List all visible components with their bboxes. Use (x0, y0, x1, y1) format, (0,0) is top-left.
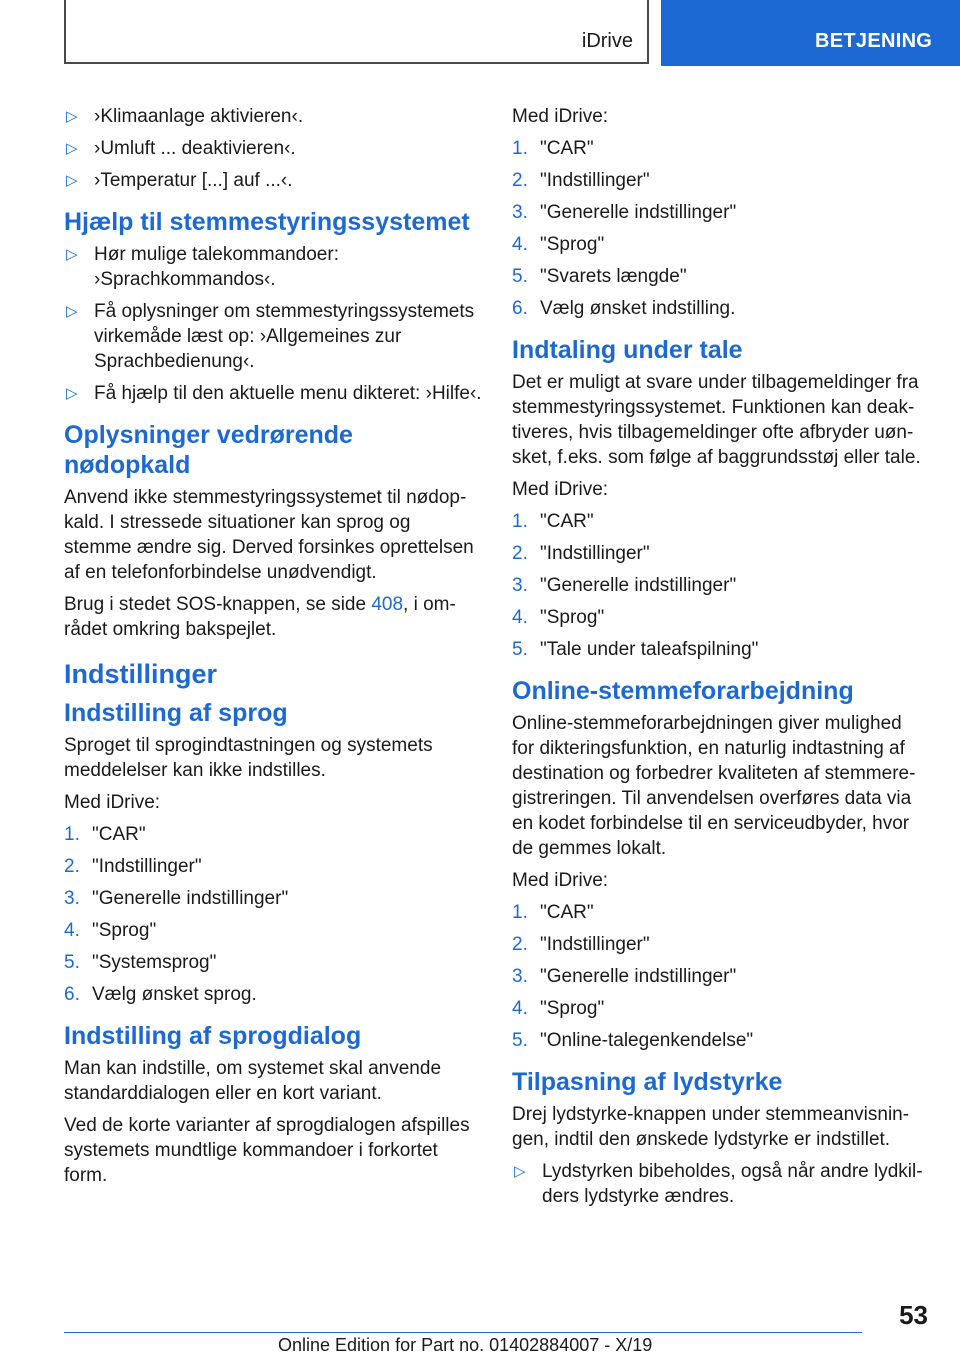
paragraph-volume: Drej lydstyrke-knappen under stemmeanvisningen, indtil den ønskede lydstyrke er indstillet. (512, 1104, 910, 1150)
step-item: 4. "Sprog" (512, 607, 605, 628)
header-section-box (64, 0, 649, 64)
paragraph-emergency: Anvend ikke stemmestyringssystemet til nødopkald. I stressede situationer kan sprog og stemme ændre sig. Derved forsinkes oprettelsen af en telefonforbindelse unødvendigt. (64, 487, 474, 583)
paragraph-idrive: Med iDrive: (512, 479, 609, 500)
paragraph-idrive: Med iDrive: (64, 792, 161, 813)
step-item: 2. "Indstillinger" (64, 856, 202, 877)
bullet-item: ▷ ›Temperatur [...] auf ...‹. (66, 170, 293, 191)
triangle-bullet-icon: ▷ (66, 108, 78, 125)
triangle-bullet-icon: ▷ (66, 140, 78, 157)
step-item: 4. "Sprog" (512, 234, 605, 255)
step-item: 5. "Systemsprog" (64, 952, 217, 973)
step-item: 3. "Generelle indstillinger" (512, 575, 737, 596)
heading-language: Indstilling af sprog (64, 699, 288, 727)
step-item: 3. "Generelle indstillinger" (512, 966, 737, 987)
heading-emergency: Oplysninger vedrørende nødopkald (64, 421, 353, 479)
heading-online: Online-stemmeforarbejdning (512, 677, 854, 705)
heading-volume: Tilpasning af lydstyrke (512, 1068, 783, 1096)
footer-edition: Online Edition for Part no. 01402884007 - X/19 (278, 1335, 653, 1355)
header-section-title: iDrive (581, 30, 633, 52)
footer-divider (64, 1332, 862, 1333)
paragraph-dialog-2: Ved de korte varianter af sprogdialogen afspilles systemets mundtlige kommandoer i forkortet form. (64, 1115, 470, 1186)
right-column (512, 104, 926, 1216)
step-item: 2. "Indstillinger" (512, 934, 650, 955)
page-reference-link[interactable]: 408 (371, 594, 404, 615)
heading-help: Hjælp til stemmestyringssystemet (64, 208, 470, 236)
step-item: 5. "Online-talegenkendelse" (512, 1030, 754, 1051)
step-item: 6. Vælg ønsket sprog. (64, 984, 257, 1005)
triangle-bullet-icon: ▷ (66, 385, 78, 402)
triangle-bullet-icon: ▷ (514, 1163, 526, 1180)
step-item: 1. "CAR" (512, 511, 594, 532)
paragraph-idrive: Med iDrive: (512, 106, 609, 127)
step-item: 4. "Sprog" (512, 998, 605, 1019)
bullet-item: ▷ Få hjælp til den aktuelle menu dikteret: ›Hilfe‹. (66, 383, 482, 404)
paragraph-language: Sproget til sprogindtastningen og systemets meddelelser kan ikke indstilles. (64, 735, 433, 781)
bullet-item: ▷ Få oplysninger om stemmestyringssystemets virkemåde læst op: ›Allgemeines zur Sprachbedienung‹. (66, 301, 475, 372)
bullet-item: ▷ ›Umluft ... deaktivieren‹. (66, 138, 296, 159)
step-item: 5. "Svarets længde" (512, 266, 687, 287)
paragraph-idrive: Med iDrive: (512, 870, 609, 891)
triangle-bullet-icon: ▷ (66, 303, 78, 320)
triangle-bullet-icon: ▷ (66, 172, 78, 189)
step-item: 3. "Generelle indstillinger" (64, 888, 289, 909)
heading-settings: Indstillinger (64, 659, 218, 689)
step-item: 1. "CAR" (512, 138, 594, 159)
left-column (64, 104, 482, 1195)
triangle-bullet-icon: ▷ (66, 246, 78, 263)
step-item: 5. "Tale under taleafspilning" (512, 639, 759, 660)
step-item: 2. "Indstillinger" (512, 543, 650, 564)
bullet-item: ▷ ›Klimaanlage aktivieren‹. (66, 106, 304, 127)
step-item: 2. "Indstillinger" (512, 170, 650, 191)
header-chapter-title: BETJENING (815, 30, 933, 52)
paragraph-online: Online-stemmeforarbejdningen giver mulighed for dikteringsfunktion, en naturlig indtastning af destination og forbedrer kvaliteten af stemmeregistreringen. Til anvendelsen overføres data via en kodet forbindelse til en serviceudbyder, hvor de gemmes lokalt. (512, 713, 916, 859)
step-item: 3. "Generelle indstillinger" (512, 202, 737, 223)
header-chapter-tab (661, 0, 960, 66)
step-item: 1. "CAR" (512, 902, 594, 923)
bullet-item: ▷ Lydstyrken bibeholdes, også når andre lydkilders lydstyrke ændres. (514, 1161, 923, 1207)
step-item: 1. "CAR" (64, 824, 146, 845)
page-number: 53 (899, 1300, 928, 1330)
paragraph-sos: Brug i stedet SOS-knappen, se side 408, i området omkring bakspejlet. (64, 594, 456, 640)
step-item: 4. "Sprog" (64, 920, 157, 941)
paragraph-dialog-1: Man kan indstille, om systemet skal anvende standarddialogen eller en kort variant. (64, 1058, 442, 1104)
bullet-item: ▷ Hør mulige talekommandoer: ›Sprachkommandos‹. (66, 244, 339, 290)
heading-speech: Indtaling under tale (512, 336, 743, 364)
paragraph-speech: Det er muligt at svare under tilbagemeldinger fra stemmestyringssystemet. Funktionen kan deaktiveres, hvis tilbagemeldinger ofte afbryder uønsket, f.eks. som følge af baggrundsstøj eller tale. (512, 372, 921, 468)
step-item: 6. Vælg ønsket indstilling. (512, 298, 736, 319)
heading-dialog: Indstilling af sprogdialog (64, 1022, 362, 1050)
